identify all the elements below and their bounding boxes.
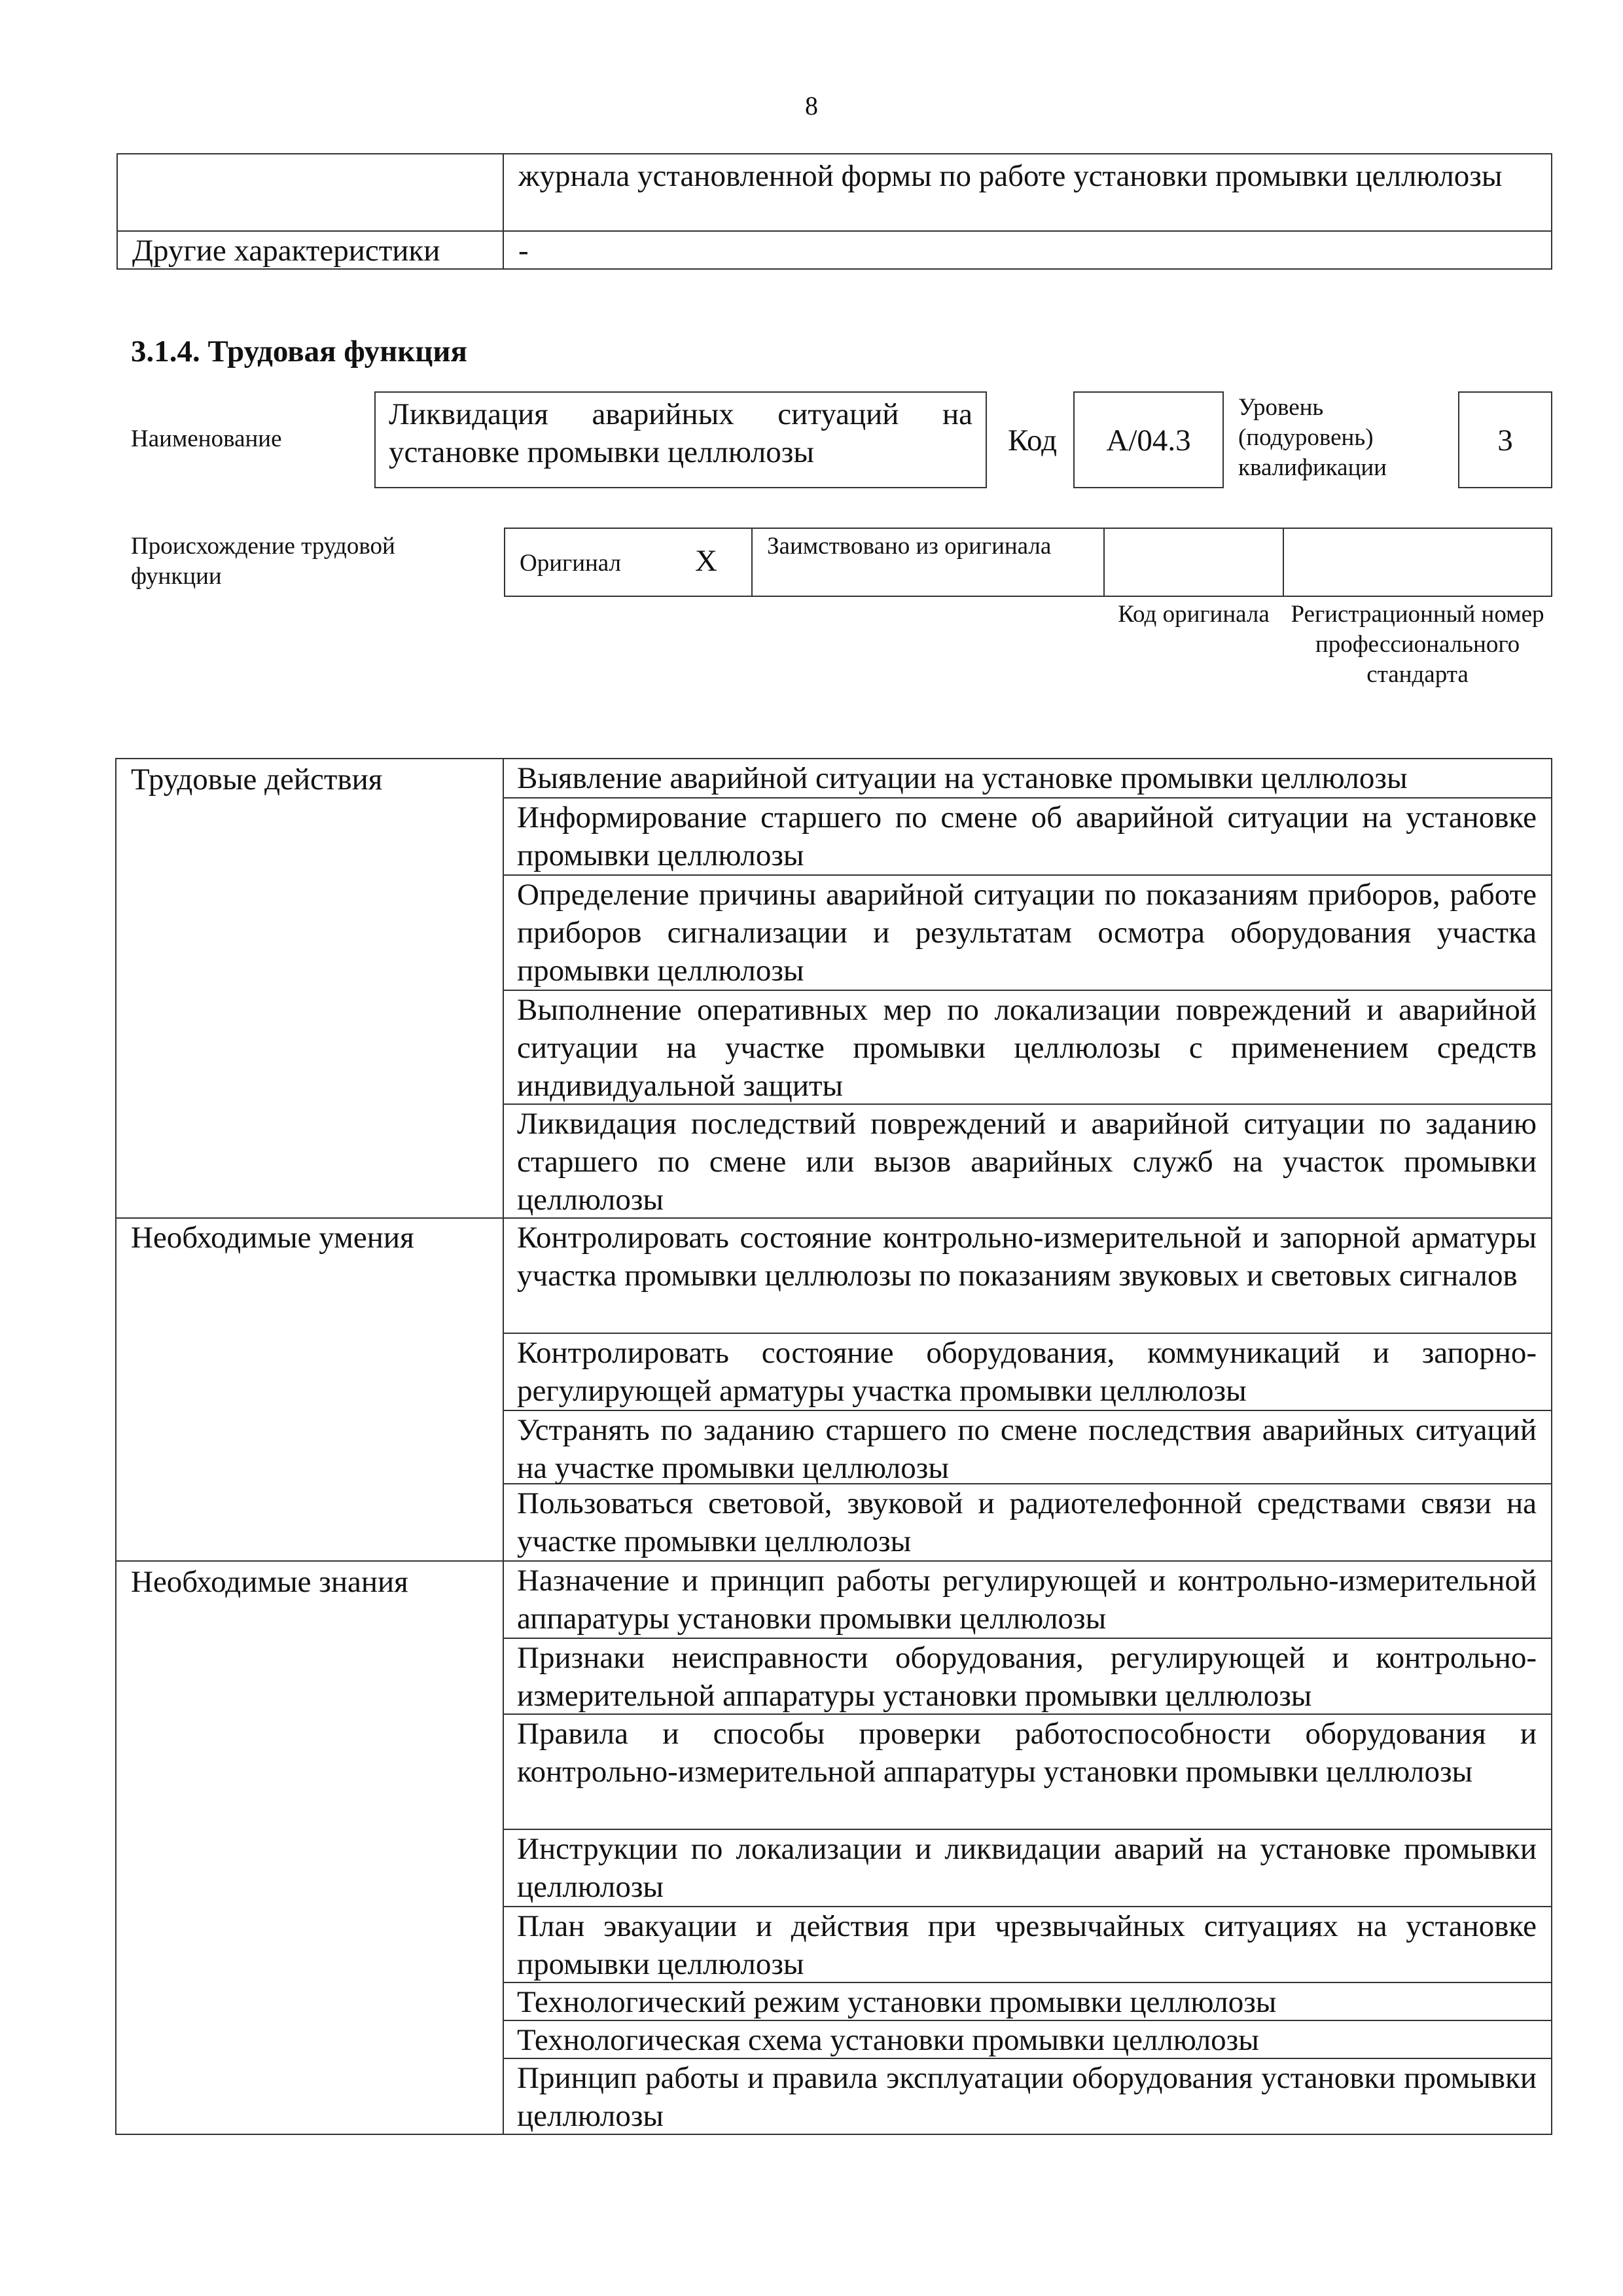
level-value: 3 [1458,391,1552,488]
knowledge-item: Правила и способы проверки работоспособности оборудования и контрольно-измерительной аппаратуры установки промывки целлюлозы [503,1715,1551,1830]
knowledge-item: Технологический режим установки промывки целлюлозы [503,1983,1551,2021]
level-label: Уровень (подуровень) квалификации [1238,394,1387,481]
skill-item: Контролировать состояние контрольно-измерительной и запорной арматуры участка промывки целлюлозы по показаниям звуковых и световых сигналов [503,1219,1551,1334]
original-label: Оригинал [520,550,622,577]
group-divider [115,1560,504,1562]
reg-number-cell [1283,528,1552,597]
knowledge-item: План эвакуации и действия при чрезвычайных ситуациях на установке промывки целлюлозы [503,1907,1551,1983]
function-code-value: A/04.3 [1073,391,1224,488]
labor-action-item: Определение причины аварийной ситуации по показаниям приборов, работе приборов сигнализации и результатам осмотра оборудования участка промывки целлюлозы [503,876,1551,991]
knowledge-item: Назначение и принцип работы регулирующей и контрольно-измерительной аппаратуры установки промывки целлюлозы [503,1562,1551,1639]
reg-number-caption: Регистрационный номер профессионального стандарта [1291,601,1544,688]
labor-action-item: Информирование старшего по смене об аварийной ситуации на установке промывки целлюлозы [503,798,1551,876]
page-number: 8 [805,91,818,120]
other-characteristics-label: Другие характеристики [116,230,504,270]
name-label: Наименование [131,425,282,452]
labor-action-item: Выявление аварийной ситуации на установке промывки целлюлозы [503,759,1551,798]
skill-item: Устранять по заданию старшего по смене последствия аварийных ситуаций на участке промывки целлюлозы [503,1411,1551,1484]
knowledge-item: Признаки неисправности оборудования, регулирующей и контрольно-измерительной аппаратуры установки промывки целлюлозы [503,1639,1551,1715]
code-label: Код [1008,423,1058,457]
required-knowledge-label: Необходимые знания [131,1565,408,1599]
original-cell [504,528,753,597]
skill-item: Контролировать состояние оборудования, коммуникаций и запорно-регулирующей арматуры участка промывки целлюлозы [503,1334,1551,1411]
labor-actions-label: Трудовые действия [131,762,383,797]
other-characteristics-value: - [503,230,1552,270]
top-table-row1-value: журнала установленной формы по работе установки промывки целлюлозы [503,153,1552,232]
knowledge-item: Инструкции по локализации и ликвидации аварий на установке промывки целлюлозы [503,1830,1551,1907]
required-skills-label: Необходимые умения [131,1221,414,1255]
labor-action-item: Ликвидация последствий повреждений и аварийной ситуации по заданию старшего по смене или вызов аварийных служб на участок промывки целлюлозы [503,1105,1551,1219]
knowledge-item: Технологическая схема установки промывки целлюлозы [503,2021,1551,2059]
origin-label: Происхождение трудовой функции [131,533,395,590]
skill-item: Пользоваться световой, звуковой и радиотелефонной средствами связи на участке промывки целлюлозы [503,1484,1551,1562]
labor-action-item: Выполнение оперативных мер по локализации повреждений и аварийной ситуации на участке промывки целлюлозы с применением средств индивидуальной защиты [503,991,1551,1105]
code-original-caption: Код оригинала [1118,601,1270,628]
original-mark: X [695,544,717,578]
section-heading: 3.1.4. Трудовая функция [131,334,467,368]
code-original-cell [1103,528,1284,597]
top-table-empty-cell [116,153,504,232]
function-name-value: Ликвидация аварийных ситуаций на установке промывки целлюлозы [374,391,987,488]
borrowed-label: Заимствовано из оригинала [751,528,1105,597]
knowledge-item: Принцип работы и правила эксплуатации оборудования установки промывки целлюлозы [517,2061,1537,2133]
